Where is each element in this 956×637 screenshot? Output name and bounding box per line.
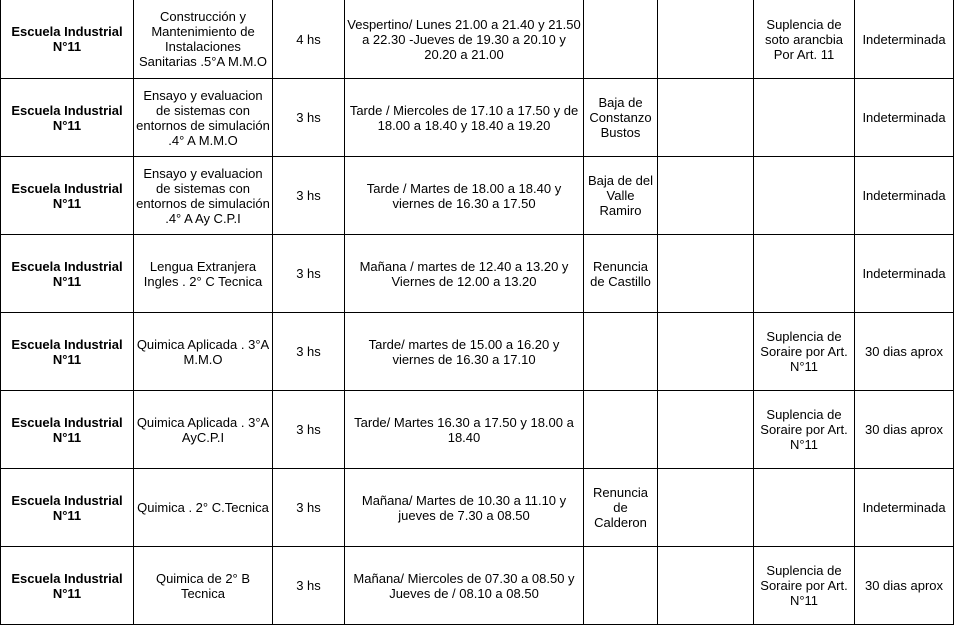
hours-cell: 4 hs (273, 0, 345, 79)
duration-cell: Indeterminada (855, 469, 954, 547)
table-row (1, 157, 954, 235)
table-row (1, 313, 954, 391)
reason-cell: Renuncia de Castillo (584, 235, 658, 313)
empty-cell (658, 547, 754, 625)
subject-cell: Ensayo y evaluacion de sistemas con entornos de simulación .4° A Ay C.P.I (134, 157, 273, 235)
schedule-cell: Vespertino/ Lunes 21.00 a 21.40 y 21.50 a 22.30 -Jueves de 19.30 a 20.10 y 20.20 a 21.00 (345, 0, 584, 79)
school-cell: Escuela Industrial N°11 (1, 157, 134, 235)
schedule-cell: Tarde / Miercoles de 17.10 a 17.50 y de 18.00 a 18.40 y 18.40 a 19.20 (345, 79, 584, 157)
substitution-cell (754, 157, 855, 235)
substitution-cell: Suplencia de soto arancbia Por Art. 11 (754, 0, 855, 79)
school-cell: Escuela Industrial N°11 (1, 313, 134, 391)
table-row (1, 0, 954, 79)
substitution-cell (754, 79, 855, 157)
duration-cell: 30 dias aprox (855, 313, 954, 391)
reason-cell: Baja de Constanzo Bustos (584, 79, 658, 157)
duration-cell: 30 dias aprox (855, 391, 954, 469)
reason-cell (584, 313, 658, 391)
duration-cell: Indeterminada (855, 0, 954, 79)
empty-cell (658, 391, 754, 469)
hours-cell: 3 hs (273, 235, 345, 313)
schedule-cell: Tarde/ Martes 16.30 a 17.50 y 18.00 a 18.40 (345, 391, 584, 469)
schedule-cell: Mañana/ Martes de 10.30 a 11.10 y jueves de 7.30 a 08.50 (345, 469, 584, 547)
table-row (1, 547, 954, 625)
reason-cell (584, 391, 658, 469)
reason-cell: Baja de del Valle Ramiro (584, 157, 658, 235)
school-cell: Escuela Industrial N°11 (1, 0, 134, 79)
schedule-cell: Mañana/ Miercoles de 07.30 a 08.50 y Jueves de / 08.10 a 08.50 (345, 547, 584, 625)
substitution-cell (754, 235, 855, 313)
substitution-cell: Suplencia de Soraire por Art. N°11 (754, 391, 855, 469)
duration-cell: 30 dias aprox (855, 547, 954, 625)
subject-cell: Quimica de 2° B Tecnica (134, 547, 273, 625)
school-cell: Escuela Industrial N°11 (1, 391, 134, 469)
reason-cell (584, 0, 658, 79)
hours-cell: 3 hs (273, 469, 345, 547)
empty-cell (658, 235, 754, 313)
reason-cell (584, 547, 658, 625)
table-row (1, 235, 954, 313)
hours-cell: 3 hs (273, 157, 345, 235)
hours-cell: 3 hs (273, 547, 345, 625)
subject-cell: Quimica Aplicada . 3°A AyC.P.I (134, 391, 273, 469)
empty-cell (658, 469, 754, 547)
hours-cell: 3 hs (273, 79, 345, 157)
school-cell: Escuela Industrial N°11 (1, 469, 134, 547)
schedule-cell: Tarde / Martes de 18.00 a 18.40 y viernes de 16.30 a 17.50 (345, 157, 584, 235)
empty-cell (658, 313, 754, 391)
school-cell: Escuela Industrial N°11 (1, 79, 134, 157)
duration-cell: Indeterminada (855, 157, 954, 235)
subject-cell: Quimica . 2° C.Tecnica (134, 469, 273, 547)
empty-cell (658, 79, 754, 157)
subject-cell: Ensayo y evaluacion de sistemas con entornos de simulación .4° A M.M.O (134, 79, 273, 157)
table-row (1, 79, 954, 157)
table-row (1, 391, 954, 469)
table-row (1, 469, 954, 547)
school-cell: Escuela Industrial N°11 (1, 547, 134, 625)
schedule-cell: Tarde/ martes de 15.00 a 16.20 y viernes de 16.30 a 17.10 (345, 313, 584, 391)
duration-cell: Indeterminada (855, 79, 954, 157)
substitution-cell: Suplencia de Soraire por Art. N°11 (754, 313, 855, 391)
hours-cell: 3 hs (273, 313, 345, 391)
reason-cell: Renuncia de Calderon (584, 469, 658, 547)
subject-cell: Construcción y Mantenimiento de Instalaciones Sanitarias .5°A M.M.O (134, 0, 273, 79)
substitution-cell: Suplencia de Soraire por Art. N°11 (754, 547, 855, 625)
duration-cell: Indeterminada (855, 235, 954, 313)
subject-cell: Lengua Extranjera Ingles . 2° C Tecnica (134, 235, 273, 313)
empty-cell (658, 157, 754, 235)
school-cell: Escuela Industrial N°11 (1, 235, 134, 313)
empty-cell (658, 0, 754, 79)
subject-cell: Quimica Aplicada . 3°A M.M.O (134, 313, 273, 391)
hours-cell: 3 hs (273, 391, 345, 469)
substitution-cell (754, 469, 855, 547)
schedule-cell: Mañana / martes de 12.40 a 13.20 y Viernes de 12.00 a 13.20 (345, 235, 584, 313)
